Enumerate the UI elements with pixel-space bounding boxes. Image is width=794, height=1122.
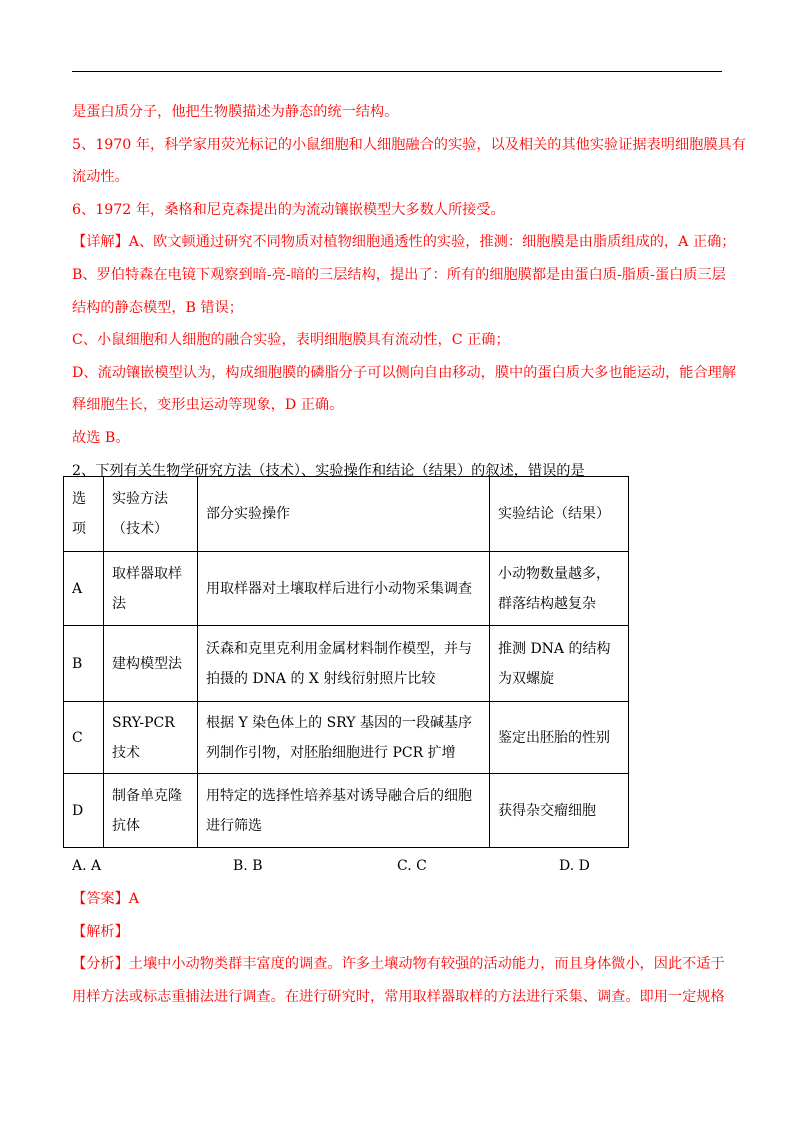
text-line: B、罗伯特森在电镜下观察到暗-亮-暗的三层结构，提出了：所有的细胞膜都是由蛋白质-脂质-蛋白质三层 [72,266,726,283]
analysis-line: 【分析】土壤中小动物类群丰富度的调查。许多土壤动物有较强的活动能力，而且身体微小，因此不适于 [72,956,725,973]
table-cell: 推测 DNA 的结构为双螺旋 [490,626,629,702]
conclusion-line: 故选 B。 [72,429,130,446]
text-line: 结构的静态模型，B 错误； [72,299,243,316]
table-cell: B [64,626,104,702]
table-cell: 用取样器对土壤取样后进行小动物采集调查 [198,552,490,626]
option-a: A. A [72,858,102,874]
table-header-cell: 实验结论（结果） [490,477,629,552]
table-cell: 沃森和克里克利用金属材料制作模型，并与拍摄的 DNA 的 X 射线衍射照片比较 [198,626,490,702]
option-c: C. C [397,858,427,874]
table-header-cell: 实验方法（技术） [104,477,198,552]
question-table [63,476,629,848]
table-header-cell: 选项 [64,477,104,552]
table-cell: 制备单克隆抗体 [104,774,198,848]
header-rule [72,71,722,72]
table-row [64,774,629,848]
text-line: C、小鼠细胞和人细胞的融合实验，表明细胞膜具有流动性，C 正确； [72,332,510,349]
text-line: 释细胞生长，变形虫运动等现象，D 正确。 [72,397,344,414]
text-line: 流动性。 [72,169,129,186]
table-cell: 建构模型法 [104,626,198,702]
table-cell: C [64,702,104,774]
detail-line: 【详解】A、欧文顿通过研究不同物质对植物细胞通透性的实验，推测：细胞膜是由脂质组成的，A 正确； [72,234,736,251]
table-row [64,552,629,626]
table-row [64,626,629,702]
answer-options [72,854,722,878]
table-cell: 小动物数量越多，群落结构越复杂 [490,552,629,626]
text-line: 6、1972 年，桑格和尼克森提出的为流动镶嵌模型大多数人所接受。 [72,201,505,218]
table-cell: 用特定的选择性培养基对诱导融合后的细胞进行筛选 [198,774,490,848]
table-cell: 根据 Y 染色体上的 SRY 基因的一段碱基序列制作引物，对胚胎细胞进行 PCR 扩增 [198,702,490,774]
table-cell: D [64,774,104,848]
table-cell: A [64,552,104,626]
table-cell: 鉴定出胚胎的性别 [490,702,629,774]
table-cell: 获得杂交瘤细胞 [490,774,629,848]
text-line: 5、1970 年，科学家用荧光标记的小鼠细胞和人细胞融合的实验，以及相关的其他实验证据表明细胞膜具有 [72,136,746,153]
analysis-line: 用样方法或标志重捕法进行调查。在进行研究时，常用取样器取样的方法进行采集、调查。即用一定规格 [72,988,725,1005]
text-line: D、流动镶嵌模型认为，构成细胞膜的磷脂分子可以侧向自由移动，膜中的蛋白质大多也能运动，能合理解 [72,364,737,381]
table-row [64,702,629,774]
table-cell: SRY-PCR 技术 [104,702,198,774]
analysis-label: 【解析】 [72,923,129,940]
question-stem: 2、下列有关生物学研究方法（技术）、实验操作和结论（结果）的叙述，错误的是 [72,462,585,479]
answer-label: 【答案】A [72,891,139,907]
answer-block [72,883,725,1013]
option-b: B. B [233,858,263,874]
text-line: 是蛋白质分子，他把生物膜描述为静态的统一结构。 [72,104,399,120]
table-cell: 取样器取样法 [104,552,198,626]
table-header-row [64,477,629,552]
explanation-block [72,96,746,487]
table-header-cell: 部分实验操作 [198,477,490,552]
option-d: D. D [559,858,590,874]
